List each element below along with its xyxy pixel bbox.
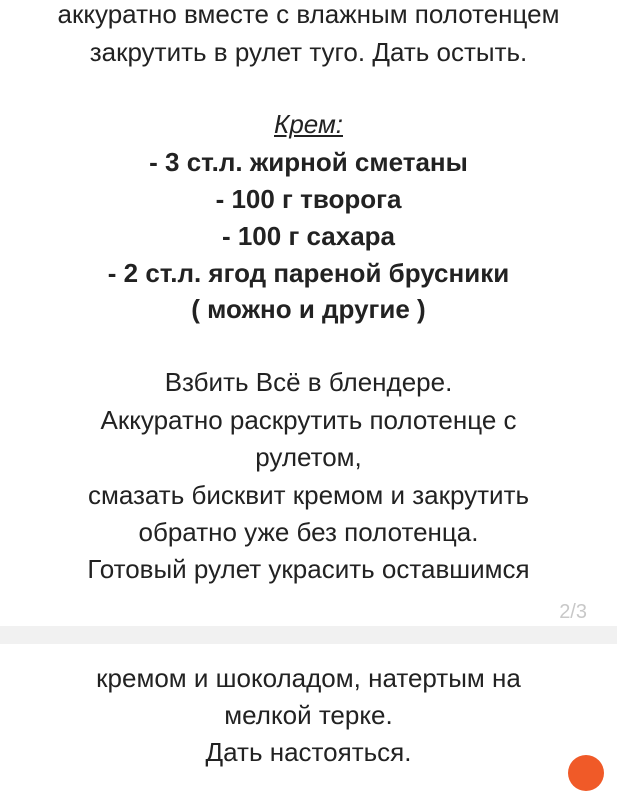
ingredient-item: - 2 ст.л. ягод пареной брусники (107, 258, 510, 288)
method-line: обратно уже без полотенца. (138, 517, 479, 547)
ingredient-item: ( можно и другие ) (191, 294, 426, 324)
method-line: рулетом, (255, 442, 362, 472)
page-counter: 2/3 (559, 601, 587, 623)
recipe-page-3 (0, 644, 617, 773)
cream-heading: Крем: (274, 109, 343, 139)
floating-action-button[interactable] (568, 755, 604, 791)
ingredient-item: - 100 г сахара (221, 221, 396, 251)
method-line: Взбить Всё в блендере. (164, 367, 453, 397)
page-divider (0, 626, 617, 644)
intro-line: аккуратно вместе с влажным полотенцем (57, 0, 560, 29)
ingredient-item: - 3 ст.л. жирной сметаны (149, 147, 468, 177)
method-line: мелкой терке. (224, 700, 393, 730)
method-line: Аккуратно раскрутить полотенце с (100, 405, 517, 435)
method-line: смазать бисквит кремом и закрутить (87, 480, 530, 510)
intro-line: закрутить в рулет туго. Дать остыть. (89, 37, 528, 67)
method-line: Дать настояться. (205, 737, 412, 767)
method-line: кремом и шоколадом, натертым на (96, 663, 521, 693)
ingredient-item: - 100 г творога (215, 184, 402, 214)
method-line: Готовый рулет украсить оставшимся (87, 554, 530, 584)
